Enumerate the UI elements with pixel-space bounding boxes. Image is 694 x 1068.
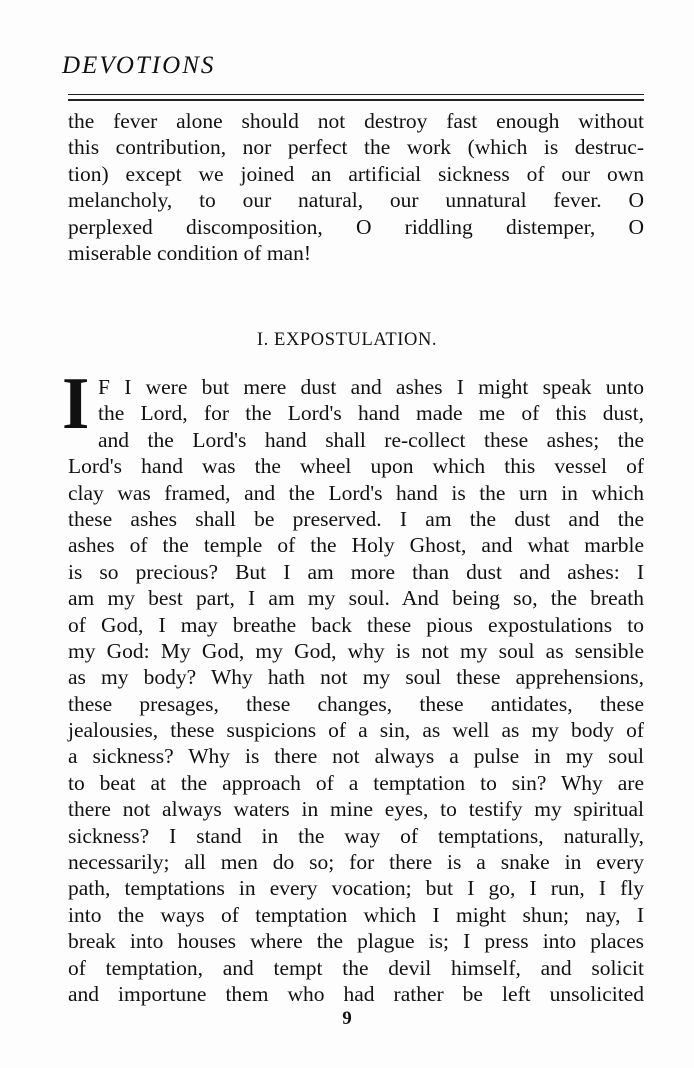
text-line: sickness? I stand in the way of temptations, naturally, — [68, 823, 644, 848]
text-line: am my best part, I am my soul. And being so, the breath — [68, 586, 644, 611]
text-line: and the Lord's hand shall re-collect these ashes; the — [98, 427, 644, 452]
text-line: ashes of the temple of the Holy Ghost, and what marble — [68, 533, 644, 558]
section-heading: I. EXPOSTULATION. — [256, 330, 438, 350]
text-line: the fever alone should not destroy fast enough without — [68, 109, 644, 133]
running-head: DEVOTIONS — [62, 52, 216, 79]
text-line: necessarily; all men do so; for there is a snake in every — [68, 850, 644, 875]
text-line: of temptation, and tempt the devil himself, and solicit — [68, 955, 644, 980]
text-line: the Lord, for the Lord's hand made me of this dust, — [98, 401, 644, 426]
text-line: my God: My God, my God, why is not my soul as sensible — [68, 638, 644, 663]
text-line: miserable condition of man! — [68, 240, 311, 265]
text-line: perplexed discomposition, O riddling distemper, O — [68, 214, 644, 239]
page-number: 9 — [342, 1008, 352, 1029]
text-line: clay was framed, and the Lord's hand is the urn in which — [68, 480, 644, 505]
text-line: to beat at the approach of a temptation to sin? Why are — [68, 770, 644, 795]
text-line: into the ways of temptation which I might shun; nay, I — [68, 902, 644, 927]
top-paragraph — [68, 108, 644, 266]
main-paragraph — [68, 374, 644, 1007]
text-line: this contribution, nor perfect the work (which is destruc- — [68, 135, 644, 160]
text-line: tion) except we joined an artificial sickness of our own — [68, 161, 644, 186]
text-line: Lord's hand was the wheel upon which this vessel of — [68, 454, 644, 479]
text-line: path, temptations in every vocation; but I go, I run, I fly — [68, 876, 644, 901]
header-rule-thin — [68, 94, 644, 95]
text-line: these ashes shall be preserved. I am the dust and the — [68, 506, 644, 531]
text-line: a sickness? Why is there not always a pulse in my soul — [68, 744, 644, 769]
header-rule-thick — [68, 99, 644, 101]
text-line: and importune them who had rather be left unsolicited — [68, 981, 644, 1006]
text-line: melancholy, to our natural, our unnatural fever. O — [68, 188, 644, 213]
text-line: F I were but mere dust and ashes I might speak unto — [98, 375, 644, 399]
text-line: break into houses where the plague is; I press into places — [68, 929, 644, 954]
drop-cap: I — [62, 363, 90, 445]
text-line: is so precious? But I am more than dust and ashes: I — [68, 559, 644, 584]
text-line: jealousies, these suspicions of a sin, as well as my body of — [68, 718, 644, 743]
text-line: of God, I may breathe back these pious expostulations to — [68, 612, 644, 637]
text-line: there not always waters in mine eyes, to testify my spiritual — [68, 797, 644, 822]
text-line: these presages, these changes, these antidates, these — [68, 691, 644, 716]
text-line: as my body? Why hath not my soul these apprehensions, — [68, 665, 644, 690]
